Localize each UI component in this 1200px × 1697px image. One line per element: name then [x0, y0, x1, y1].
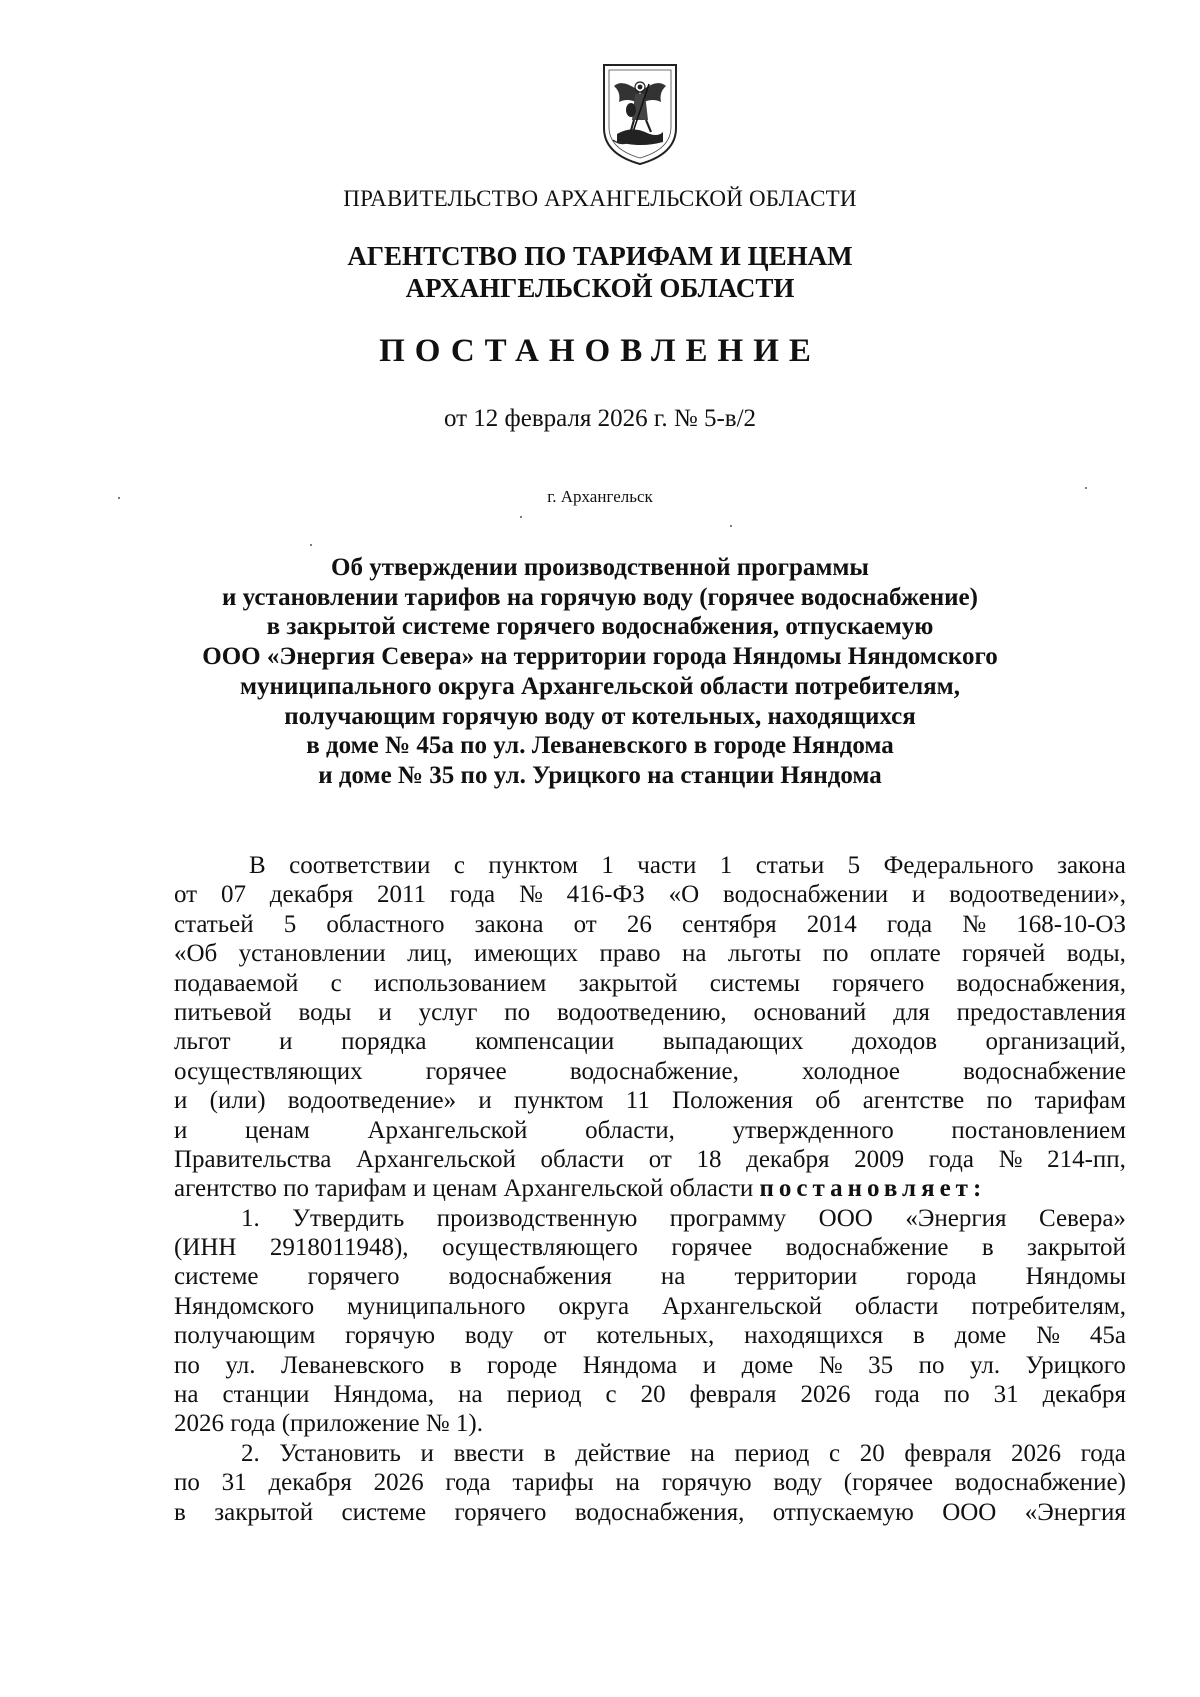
word: по: [174, 1469, 200, 1497]
body-line-resolution: [174, 1174, 1126, 1203]
body-line: [174, 1027, 1126, 1056]
word: Леваневского: [281, 1351, 425, 1379]
word: водоснабжения: [448, 1263, 612, 1291]
word: ООО: [942, 1498, 997, 1526]
word: действие: [575, 1439, 671, 1467]
word: Няндомы: [1025, 1263, 1126, 1291]
word: с: [453, 852, 465, 879]
title-line: в доме № 45а по ул. Леваневского в городе Няндома: [306, 732, 894, 760]
word: «Энергия: [1024, 1498, 1126, 1526]
word: 416-ФЗ: [566, 881, 645, 909]
word: 1: [601, 852, 614, 879]
word: закона: [474, 910, 544, 938]
word: «Энергия: [905, 1204, 1007, 1232]
word: сентября: [681, 910, 777, 938]
word: Утвердить: [292, 1204, 405, 1232]
item-1-line: [174, 1351, 1126, 1380]
word: по: [943, 1381, 970, 1409]
word: Няндома,: [333, 1381, 435, 1409]
scan-speck: [1085, 487, 1087, 489]
word: Установить: [279, 1439, 401, 1467]
word: предоставления: [956, 998, 1126, 1026]
line-text: 2026 года (приложение № 1).: [174, 1410, 483, 1438]
word: водоотведение»: [287, 1087, 457, 1115]
word: водоотведении»,: [949, 881, 1126, 909]
word: доме: [741, 1351, 794, 1379]
word: станции: [222, 1381, 310, 1409]
word: 2014: [806, 910, 857, 938]
word: 18: [696, 1145, 722, 1173]
body-line: [174, 1116, 1126, 1145]
word: 214-пп,: [1047, 1145, 1126, 1173]
word: 20: [859, 1439, 885, 1467]
word: на: [458, 1381, 483, 1409]
word: 31: [221, 1469, 247, 1497]
word: 2026: [373, 1469, 424, 1497]
title-line: и установлении тарифов на горячую воду (горячее водоснабжение): [222, 583, 978, 611]
body-line: [174, 1145, 1126, 1174]
word: 1: [719, 852, 733, 879]
word: и: [478, 1087, 492, 1115]
word: лиц,: [407, 940, 453, 968]
word: водоотведению,: [556, 998, 727, 1026]
word: и: [702, 1351, 717, 1379]
word: для: [893, 998, 930, 1026]
word: установлении: [238, 940, 386, 968]
item-1-line: [174, 1321, 1126, 1350]
word: февраля: [689, 1381, 777, 1409]
word: водоснабжение: [785, 1234, 949, 1262]
word: областного: [326, 910, 445, 938]
word: на: [660, 1263, 686, 1291]
word: (горячее: [843, 1469, 934, 1497]
word: 2011: [377, 881, 427, 909]
word: 2009: [854, 1145, 905, 1173]
word: об: [815, 1087, 841, 1115]
word: льгот: [174, 1028, 231, 1056]
word: и: [911, 881, 926, 909]
word: соответствии: [289, 852, 431, 879]
word: от: [174, 881, 198, 909]
word: Архангельской: [662, 1292, 822, 1320]
word: области: [854, 1292, 939, 1320]
word: период: [506, 1381, 582, 1409]
word: и: [174, 1087, 188, 1115]
word: Севера»: [1038, 1204, 1126, 1232]
word: статьи: [755, 852, 825, 879]
word: получающим: [174, 1322, 316, 1350]
word: компенсации: [475, 1028, 615, 1056]
word: в: [174, 1498, 186, 1526]
item-1-line: [174, 1233, 1126, 1262]
government-name: ПРАВИТЕЛЬСТВО АРХАНГЕЛЬСКОЙ ОБЛАСТИ: [343, 186, 857, 211]
word: горячее: [671, 1234, 753, 1262]
word: части: [637, 852, 697, 879]
word: тарифы: [512, 1469, 594, 1497]
body-line: [174, 998, 1126, 1027]
word: осуществляющих: [174, 1057, 363, 1085]
word: агентстве: [862, 1087, 965, 1115]
word: с: [605, 1381, 617, 1409]
word: в: [981, 1234, 994, 1262]
word: котельных,: [596, 1322, 715, 1350]
word: по: [918, 1351, 945, 1379]
word: системе: [174, 1263, 259, 1291]
word: пунктом: [514, 1087, 604, 1115]
agency-name-line-2: АРХАНГЕЛЬСКОЙ ОБЛАСТИ: [405, 273, 795, 303]
word: области: [540, 1145, 625, 1173]
word: в: [912, 1322, 925, 1350]
word: 11: [625, 1087, 650, 1115]
word: года: [928, 1145, 974, 1173]
word: воды,: [1066, 940, 1126, 968]
body-line: [174, 1086, 1126, 1115]
word: горячую: [661, 1469, 752, 1497]
word: производственную: [436, 1204, 638, 1232]
item-1-line: [174, 1409, 1126, 1438]
word: №: [818, 1351, 843, 1379]
word: декабря: [268, 1469, 352, 1497]
body-line: [174, 851, 1126, 880]
word: года: [886, 910, 933, 938]
word: воду: [464, 1322, 514, 1350]
word: использованием: [373, 969, 547, 997]
word: горячее: [425, 1057, 507, 1085]
word: года: [1080, 1439, 1126, 1467]
word: 2026: [800, 1381, 851, 1409]
title-line: получающим горячую воду от котельных, находящихся: [284, 702, 916, 730]
word: на: [615, 1469, 640, 1497]
word: водоснабжение: [963, 1057, 1126, 1085]
title-line: в закрытой системе горячего водоснабжения, отпускаемую: [266, 613, 934, 641]
word: Федерального: [883, 852, 1034, 879]
item-2-line: [174, 1439, 1126, 1468]
word: «О: [668, 881, 700, 909]
word: порядка: [341, 1028, 427, 1056]
scan-speck: [118, 497, 120, 499]
word: программу: [669, 1204, 787, 1232]
word: №: [998, 1145, 1023, 1173]
item-1-line: [174, 1204, 1126, 1233]
word: №: [1036, 1322, 1060, 1350]
word: 2918011948),: [269, 1234, 409, 1262]
word: по: [504, 998, 531, 1026]
word: 5: [283, 910, 297, 938]
title-line: муниципального округа Архангельской области потребителям,: [240, 672, 960, 700]
word: 31: [993, 1381, 1019, 1409]
word: области,: [585, 1116, 675, 1144]
word: ввести: [453, 1439, 525, 1467]
word: воду: [773, 1469, 822, 1497]
word: на: [690, 1439, 715, 1467]
word: 168-10-ОЗ: [1016, 910, 1126, 938]
word: ул.: [225, 1351, 256, 1379]
word: льготы: [727, 940, 802, 968]
word: с: [330, 969, 342, 997]
word: водоснабжения,: [956, 969, 1126, 997]
word: ООО: [818, 1204, 873, 1232]
body-line: [174, 1057, 1126, 1086]
word: от: [648, 1145, 672, 1173]
title-line: и доме № 35 по ул. Урицкого на станции Няндома: [318, 761, 882, 789]
word: в: [449, 1351, 462, 1379]
title-line: Об утверждении производственной программы: [331, 554, 869, 581]
word: от: [543, 1322, 567, 1350]
word: право: [599, 940, 661, 968]
word: муниципального: [347, 1292, 526, 1320]
word: горячей: [962, 940, 1046, 968]
word: статьей: [174, 910, 254, 938]
word: Урицкого: [1025, 1351, 1126, 1379]
body-line: [174, 969, 1126, 998]
word: доме: [954, 1322, 1007, 1350]
item-1-line: [174, 1292, 1126, 1321]
word: водоснабжении: [722, 881, 889, 909]
scan-speck: [310, 544, 312, 546]
word: года: [445, 1469, 491, 1497]
word: Архангельской: [367, 1116, 528, 1144]
word: по: [174, 1351, 200, 1379]
word: 07: [220, 881, 246, 909]
word: горячего: [454, 1498, 547, 1526]
word: №: [518, 881, 543, 909]
word: 1.: [241, 1204, 260, 1232]
word: закона: [1057, 852, 1126, 879]
word: февраля: [904, 1439, 992, 1467]
document-city: г. Архангельск: [547, 487, 653, 506]
word: по: [986, 1087, 1013, 1115]
word: от: [573, 910, 597, 938]
word: округа: [558, 1292, 630, 1320]
word: декабря: [1042, 1381, 1126, 1409]
word: закрытой: [214, 1498, 314, 1526]
word: года: [449, 881, 496, 909]
agency-name-line-1: АГЕНТСТВО ПО ТАРИФАМ И ЦЕНАМ: [347, 241, 853, 271]
word: холодное: [802, 1057, 901, 1085]
word: закрытой: [1027, 1234, 1126, 1262]
resolution-text: агентство по тарифам и ценам Архангельской области: [174, 1175, 760, 1203]
word: имеющих: [473, 940, 579, 968]
resolution-keyword: постановляет:: [759, 1175, 987, 1203]
word: горячую: [345, 1322, 436, 1350]
body-line: [174, 910, 1126, 939]
word: тарифам: [1034, 1087, 1126, 1115]
word: пунктом: [488, 852, 578, 879]
word: услуг: [418, 998, 478, 1026]
word: закрытой: [578, 969, 678, 997]
document-body: [174, 851, 1126, 1527]
item-1-line: [174, 1380, 1126, 1409]
word: и: [279, 1028, 293, 1056]
word: период: [734, 1439, 810, 1467]
word: 2.: [241, 1439, 260, 1467]
word: декабря: [746, 1145, 830, 1173]
word: водоснабжение): [954, 1469, 1126, 1497]
body-line: [174, 939, 1126, 968]
word: в: [543, 1439, 556, 1467]
word: оснований: [753, 998, 867, 1026]
word: Положения: [672, 1087, 793, 1115]
word: (или): [209, 1087, 266, 1115]
document-title: [0, 553, 1200, 791]
word: 2026: [1010, 1439, 1061, 1467]
word: 35: [868, 1351, 894, 1379]
word: Няндомского: [174, 1292, 315, 1320]
word: 20: [640, 1381, 666, 1409]
word: осуществляющего: [441, 1234, 638, 1262]
word: питьевой: [174, 998, 272, 1026]
word: потребителям,: [971, 1292, 1126, 1320]
item-1-line: [174, 1262, 1126, 1291]
word: воды: [298, 998, 352, 1026]
word: ул.: [970, 1351, 1001, 1379]
word: Няндома: [582, 1351, 678, 1379]
word: подаваемой: [174, 969, 299, 997]
word: горячего: [832, 969, 925, 997]
word: выпадающих: [662, 1028, 804, 1056]
word: года: [874, 1381, 920, 1409]
word: и: [378, 998, 392, 1026]
word: декабря: [269, 881, 354, 909]
word: №: [962, 910, 987, 938]
word: доходов: [852, 1028, 937, 1056]
word: на: [681, 940, 707, 968]
word: города: [906, 1263, 977, 1291]
word: территории: [734, 1263, 858, 1291]
coat-of-arms-icon: [601, 62, 679, 166]
word: утвержденного: [732, 1116, 894, 1144]
word: организаций,: [985, 1028, 1126, 1056]
item-2-line: [174, 1498, 1126, 1527]
word: на: [174, 1381, 199, 1409]
word: 5: [847, 852, 861, 879]
word: системе: [341, 1498, 427, 1526]
word: находящихся: [744, 1322, 884, 1350]
document-date-number: от 12 февраля 2026 г. № 5-в/2: [443, 405, 757, 432]
word: Архангельской: [355, 1145, 516, 1173]
scan-speck: [730, 525, 732, 527]
word: водоснабжение,: [569, 1057, 739, 1085]
word: оплате: [869, 940, 941, 968]
word: (ИНН: [174, 1234, 237, 1262]
word: городе: [487, 1351, 558, 1379]
word: постановлением: [951, 1116, 1126, 1144]
document-type: ПОСТАНОВЛЕНИЕ: [379, 333, 821, 369]
word: 26: [626, 910, 652, 938]
word: горячего: [307, 1263, 400, 1291]
word: по: [822, 940, 849, 968]
word: 45а: [1089, 1322, 1126, 1350]
word: водоснабжения,: [574, 1498, 745, 1526]
item-2-line: [174, 1468, 1126, 1497]
word: В: [249, 852, 266, 879]
word: Правительства: [174, 1145, 332, 1173]
word: и: [420, 1439, 434, 1467]
word: и: [174, 1116, 188, 1144]
body-line: [174, 880, 1126, 909]
word: с: [829, 1439, 841, 1467]
word: системы: [709, 969, 801, 997]
word: «Об: [174, 940, 218, 968]
word: ценам: [245, 1116, 310, 1144]
scan-speck: [520, 516, 522, 518]
title-line: ООО «Энергия Севера» на территории города Няндомы Няндомского: [202, 643, 998, 671]
word: отпускаемую: [772, 1498, 914, 1526]
